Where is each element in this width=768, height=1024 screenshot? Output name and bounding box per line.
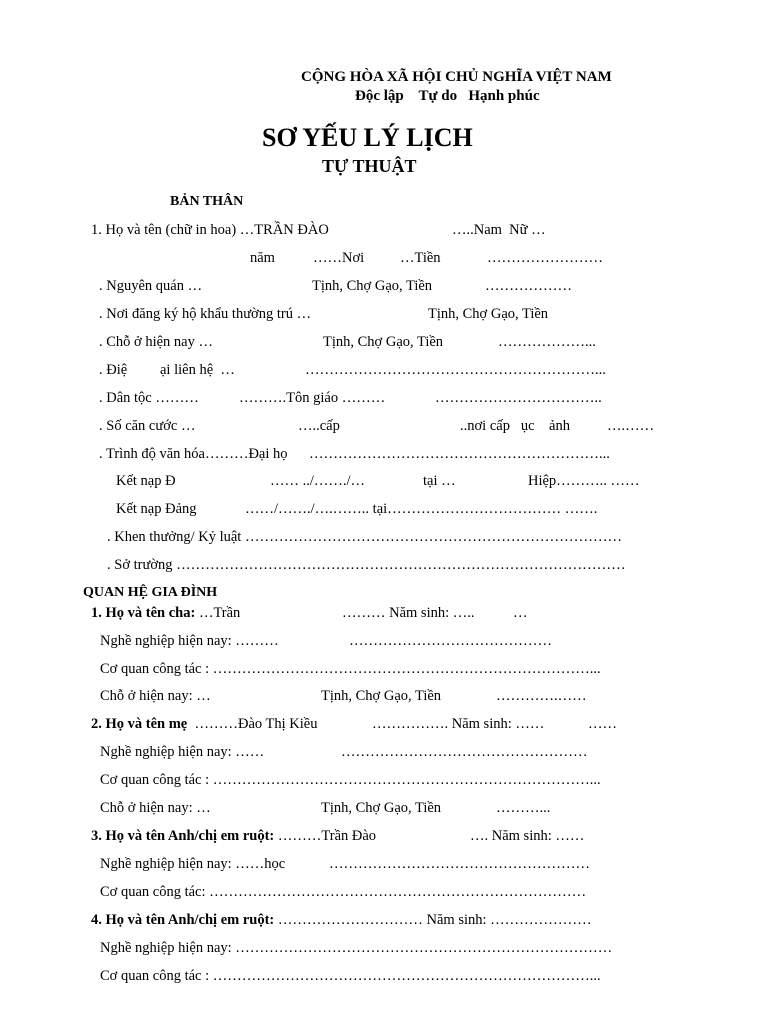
- field-religion-blank: ……………………………..: [435, 390, 602, 406]
- field-id-blank: ….……: [607, 418, 655, 434]
- field-union: Kết nạp Đ: [116, 473, 176, 489]
- field-origin: . Nguyên quán …: [99, 278, 203, 294]
- field-gender: …..Nam Nữ …: [452, 222, 546, 238]
- field-contact-blank: ……………………………………………………...: [305, 362, 606, 378]
- document-title: SƠ YẾU LÝ LỊCH: [262, 123, 473, 152]
- mother-address-value: Tịnh, Chợ Gạo, Tiền: [321, 800, 442, 816]
- field-residence-value: Tịnh, Chợ Gạo, Tiền: [428, 306, 549, 322]
- father-job: Nghề nghiệp hiện nay: ………: [100, 633, 279, 649]
- sibling2-job: Nghề nghiệp hiện nay: ……………………………………………………………………: [100, 940, 613, 956]
- sibling1-job: Nghề nghiệp hiện nay: ……học: [100, 856, 286, 872]
- mother-name-row: [91, 715, 317, 733]
- sibling2-name-value: ………………………… Năm sinh: …………………: [274, 912, 592, 928]
- father-birth-tail: …: [513, 605, 528, 621]
- field-id-issued: …..cấp: [298, 418, 340, 434]
- document-subtitle: TỰ THUẬT: [322, 156, 417, 176]
- father-office: Cơ quan công tác : ……………………………………………………………………...: [100, 661, 601, 677]
- field-current-address: . Chỗ ở hiện nay …: [99, 334, 213, 350]
- field-union-place: tại …: [423, 473, 456, 489]
- field-id-card: . Số căn cước …: [99, 418, 196, 434]
- sibling1-birth: …. Năm sinh: ……: [470, 828, 585, 844]
- mother-name-value: ………Đào Thị Kiều: [187, 716, 318, 732]
- field-residence: . Nơi đăng ký hộ khẩu thường trú …: [99, 306, 312, 322]
- field-current-address-blank: ………………...: [498, 334, 596, 350]
- field-strengths: . Sở trường …………………………………………………………………………………: [107, 557, 626, 573]
- field-current-address-value: Tịnh, Chợ Gạo, Tiền: [323, 334, 444, 350]
- mother-address-blank: ………...: [496, 800, 551, 816]
- field-party-date: ……/……./….…….. tại……………………………… …….: [245, 501, 598, 517]
- father-address-blank: ………….……: [496, 688, 587, 704]
- field-contact: . Điệ: [99, 362, 128, 378]
- mother-name-label: 2. Họ và tên mẹ: [91, 716, 188, 732]
- field-id-place: ..nơi cấp ục ảnh: [460, 418, 570, 434]
- sibling1-job-blank: ………………………………………………: [329, 856, 590, 872]
- mother-birth: ……………. Năm sinh: ……: [372, 716, 545, 732]
- field-birth-year: năm: [250, 250, 275, 266]
- field-education: . Trình độ văn hóa………Đại họ: [99, 446, 288, 462]
- field-origin-blank: ………………: [485, 278, 572, 294]
- section-family-heading: QUAN HỆ GIA ĐÌNH: [83, 585, 218, 600]
- field-birthplace: ……Nơi: [313, 250, 365, 266]
- father-address-value: Tịnh, Chợ Gạo, Tiền: [321, 688, 442, 704]
- sibling2-name-row: [91, 911, 592, 929]
- sibling1-office: Cơ quan công tác: ……………………………………………………………………: [100, 884, 587, 900]
- field-birth-province: …Tiền: [400, 250, 441, 266]
- father-job-blank: ……………………………………: [349, 633, 552, 649]
- field-union-date: …… ../……./…: [270, 473, 366, 489]
- motto-header: Độc lập Tự do Hạnh phúc: [355, 88, 540, 104]
- sibling2-office: Cơ quan công tác : ……………………………………………………………………...: [100, 968, 601, 984]
- field-name: 1. Họ và tên (chữ in hoa) …TRẦN ĐÀO: [91, 222, 329, 238]
- father-name-row: [91, 604, 240, 622]
- field-origin-value: Tịnh, Chợ Gạo, Tiền: [312, 278, 433, 294]
- sibling1-name-value: ………Trần Đào: [274, 828, 377, 844]
- field-education-blank: ……………………………………………………...: [309, 446, 610, 462]
- field-ethnicity: . Dân tộc ………: [99, 390, 199, 406]
- father-name-label: 1. Họ và tên cha:: [91, 605, 196, 621]
- field-party: Kết nạp Đảng: [116, 501, 197, 517]
- father-name-value: …Trần: [195, 605, 241, 621]
- sibling1-name-row: [91, 827, 376, 845]
- section-self-heading: BẢN THÂN: [170, 194, 244, 209]
- mother-job-blank: ……………………………………………: [341, 744, 588, 760]
- sibling1-name-label: 3. Họ và tên Anh/chị em ruột:: [91, 828, 275, 844]
- mother-birth-tail: ……: [588, 716, 617, 732]
- sibling2-name-label: 4. Họ và tên Anh/chị em ruột:: [91, 912, 275, 928]
- field-contact-label: ại liên hệ …: [160, 362, 235, 378]
- field-birth-blank: ……………………: [487, 250, 603, 266]
- field-awards: . Khen thưởng/ Kỷ luật ……………………………………………………………………: [107, 529, 622, 545]
- country-header: CỘNG HÒA XÃ HỘI CHỦ NGHĨA VIỆT NAM: [301, 69, 612, 85]
- father-birth: ……… Năm sinh: …..: [342, 605, 475, 621]
- field-union-assoc: Hiệp……….. ……: [528, 473, 640, 489]
- field-religion: ……….Tôn giáo ………: [239, 390, 386, 406]
- mother-address: Chỗ ở hiện nay: …: [100, 800, 211, 816]
- father-address: Chỗ ở hiện nay: …: [100, 688, 211, 704]
- mother-job: Nghề nghiệp hiện nay: ……: [100, 744, 265, 760]
- mother-office: Cơ quan công tác : ……………………………………………………………………...: [100, 772, 601, 788]
